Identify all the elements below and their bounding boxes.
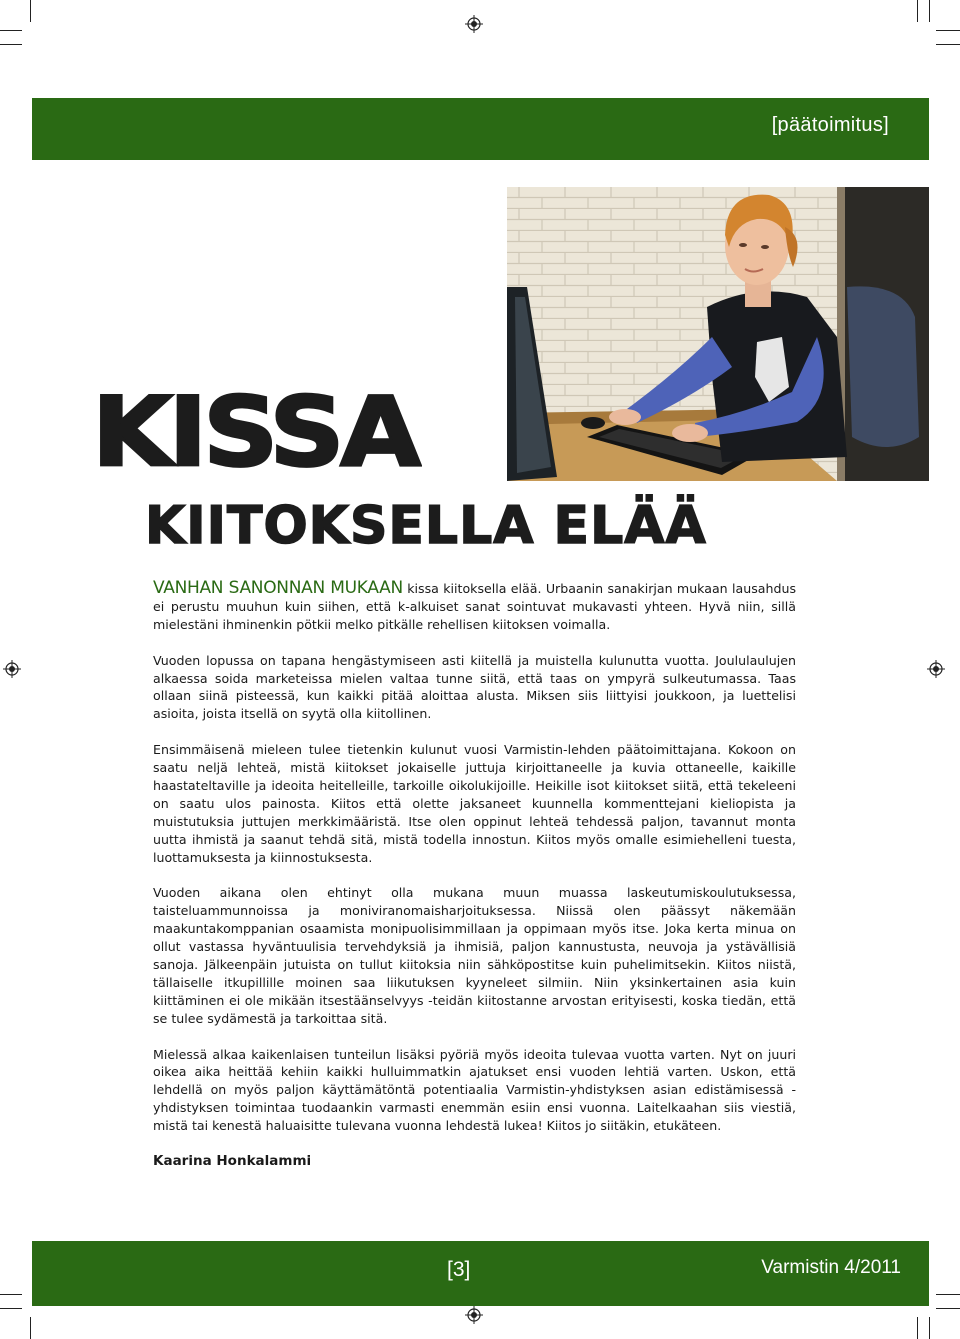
crop-mark [936,1294,960,1295]
crop-mark [936,1308,960,1309]
crop-mark [30,0,31,22]
section-label: [päätoimitus] [771,114,889,136]
paragraph: Mielessä alkaa kaikenlaisen tunteilun lisäksi pyöriä myös ideoita tulevaa vuotta varten. Nyt on juuri oikea aika heittää kehiin kaikki hulluimmatkin ajatukset ensi vuoden lehtiä varten. Uskon, että lehdellä on myös paljon käyttämätöntä potentiaalia Varmistin-yhdistyksen asian edistämisessä - yhdistyksen toimintaa tuodaankin varmasti enemmän esiin ensi vuonna. Laitelkaahan siis viestiä, mistä tai kenestä haluaisitte tulevana vuonna lehdestä lukea! Kiitos jo siitäkin, etukäteen. [153,1046,796,1134]
crop-mark [936,30,960,31]
paragraph: Vuoden aikana olen ehtinyt olla mukana muun muassa laskeutumiskoulutuksessa, taisteluammunnoissa ja moniviranomaisharjoituksessa. Niissä olen päässyt näkemään maakuntakomppanian osaamista monipuolisimmillaan ja oppimaan myös itse. Joka kerta minua on ollut vastassa hyväntuulisia tervehdyksiä ja ihmisiä, paljon kannustusta, neuvoja ja ystävällisiä sanoja. Jälkeenpäin jutuista on tullut kiitoksia niin sähköpostitse kuin puhelimitsekin. Kiitos niistä, tällaiselle itkupillille moinen saa liikutuksen kyyneleet silmiin. Niin yksinkertainen asia kuin kiittäminen ei ole mikään itsestäänselvyys -teidän kiitostanne arvostan erityisesti, koska tiedän, että se tulee sydämestä ja tarkoittaa sitä. [153,885,796,1026]
crop-mark [0,44,22,45]
header-bar [32,98,929,160]
lead-text: kissa kiitoksella elää. Urbaanin sanakirjan mukaan lausahdus ei perustu muuhun kuin siihen, että k-alkuiset sanat sointuvat mukavasti yhteen. Hyvä niin, sillä mielestäni ihminenkin pötkii melko pitkälle rehellisen kiitoksen voimalla. [153,581,796,632]
woman-at-computer-illustration [507,187,929,481]
registration-mark-icon [927,660,945,678]
registration-mark-icon [465,15,483,33]
subheadline: KIITOKSELLA ELÄÄ [145,496,707,556]
crop-mark [917,1317,918,1339]
crop-mark [0,1294,22,1295]
lead-paragraph [153,580,796,634]
crop-mark [929,1317,930,1339]
crop-mark [30,1317,31,1339]
registration-mark-icon [3,660,21,678]
crop-mark [0,1308,22,1309]
article-photo [507,187,929,481]
crop-mark [936,44,960,45]
paragraph: Vuoden lopussa on tapana hengästymiseen asti kiitellä ja muistella kulunutta vuotta. Joululaulujen alkaessa soida marketeissa mielen valtaa tunne siitä, että taas on ympyrä sulkeutumassa. Taas ollaan siinä pisteessä, kun kaikki pitää aloittaa alusta. Miksen siis liittyisi joukkoon, ja luettelisi asioita, joista itsellä on syytä olla kiitollinen. [153,652,796,722]
crop-mark [0,30,22,31]
author-name: Kaarina Honkalammi [153,1152,312,1169]
crop-mark [929,0,930,22]
article-body [153,580,796,1189]
footer-bar [32,1241,929,1306]
page-number: [3] [447,1258,471,1281]
lead-caps: VANHAN SANONNAN MUKAAN [153,578,403,598]
issue-label: Varmistin 4/2011 [761,1257,901,1278]
headline: KISSA [92,376,417,489]
crop-mark [917,0,918,22]
paragraph: Ensimmäisenä mieleen tulee tietenkin kulunut vuosi Varmistin-lehden päätoimittajana. Kokoon on saatu neljä lehteä, mistä kiitokset jokaiselle juttuja kirjoittaneelle ja kuvia ottaneelle, kaikille haastateltaville ja ideoita heitelleille, tarkoille oikolukijoille. Heikille isot kiitokset siitä, että tekeleeni on saatu ulos painosta. Kiitos että olette jaksaneet kuunnella kommenttejani kieliopista ja muistutuksia juttujen merkkimääristä. Itse olen oppinut lehteä tehdessä paljon, tavannut monta uutta ihmistä ja saanut tehdä sitä, mistä todella innostun. Kiitos myös omalle esimiehelleni tuesta, luottamuksesta ja kiinnostuksesta. [153,742,796,865]
registration-mark-icon [465,1306,483,1324]
